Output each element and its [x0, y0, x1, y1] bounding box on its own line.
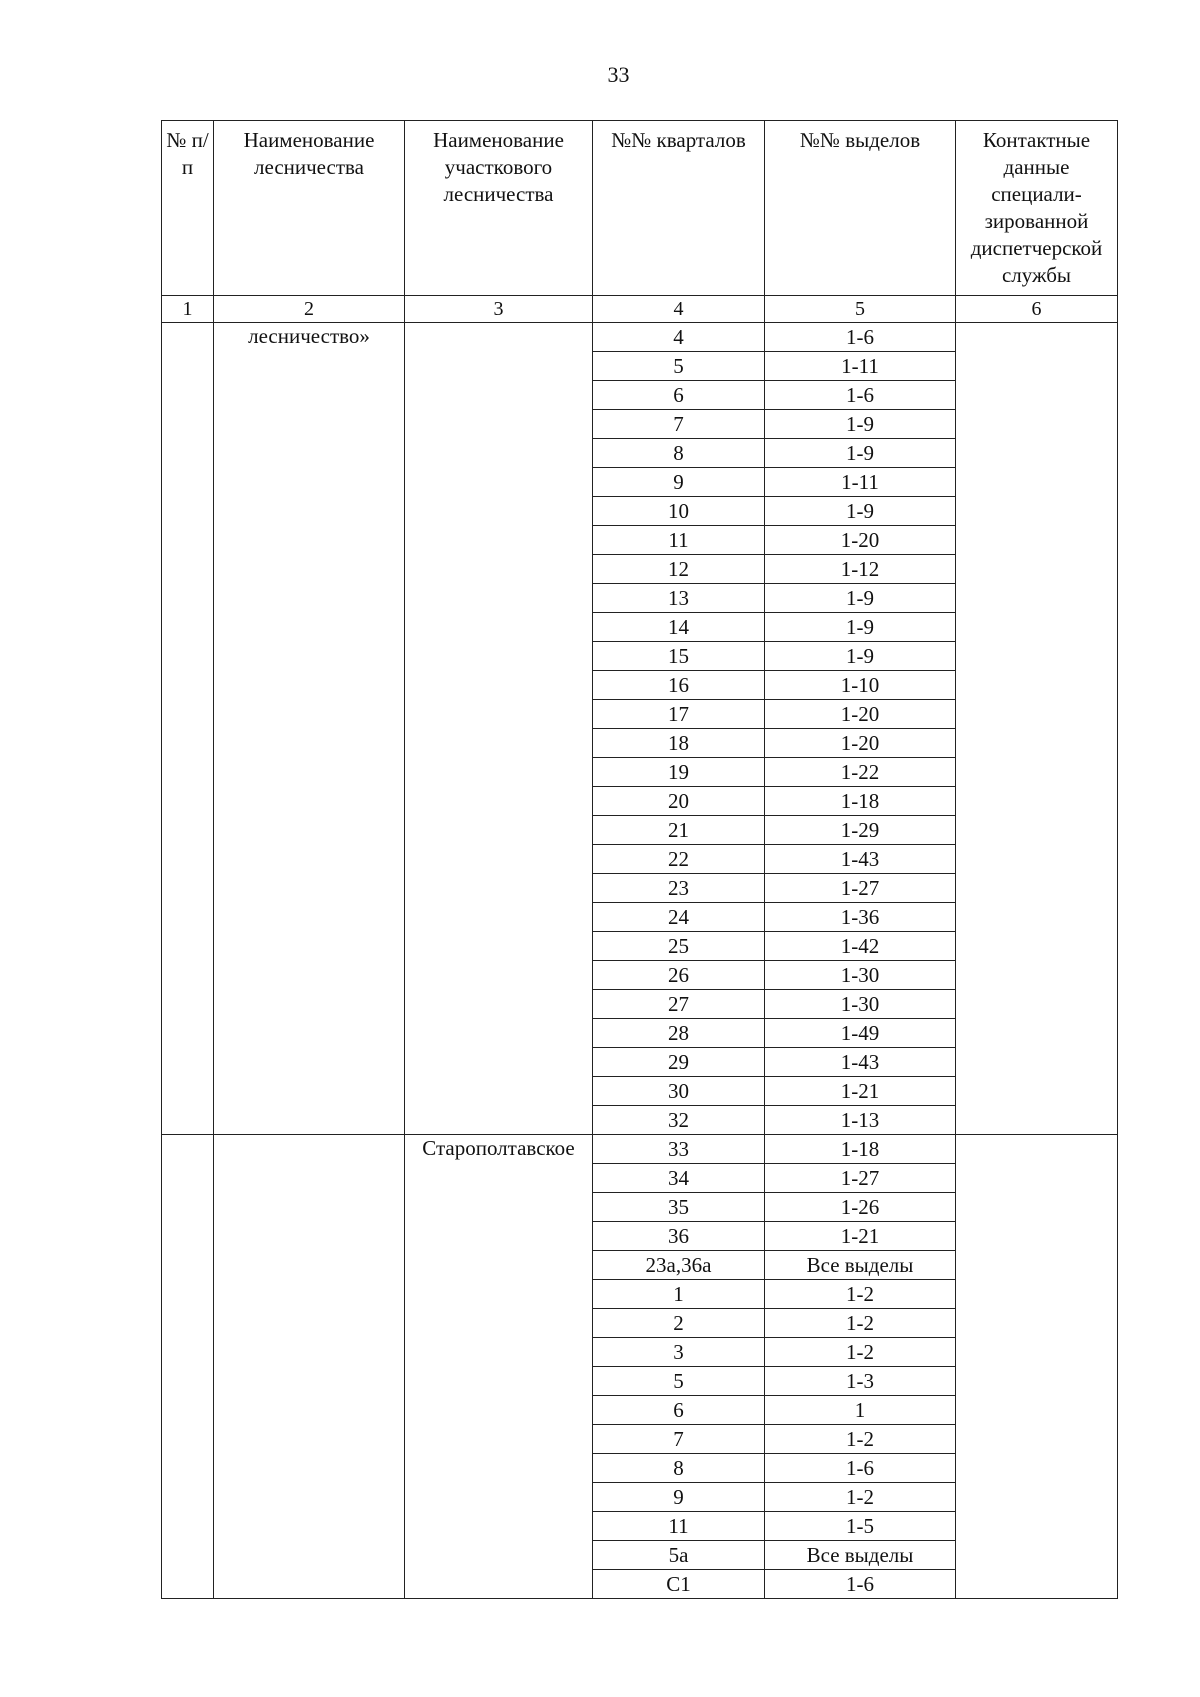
quarter-number-cell: 2 — [593, 1309, 765, 1338]
table-row — [162, 1135, 1118, 1164]
allotment-numbers-cell: 1-2 — [765, 1483, 956, 1512]
quarter-number-cell: 26 — [593, 961, 765, 990]
quarter-number-cell: 8 — [593, 1454, 765, 1483]
quarter-number-cell: 3 — [593, 1338, 765, 1367]
allotment-numbers-cell: 1-18 — [765, 1135, 956, 1164]
forestry-table — [161, 120, 1118, 1599]
quarter-number-cell: 6 — [593, 1396, 765, 1425]
column-number: 6 — [956, 296, 1118, 323]
quarter-number-cell: 25 — [593, 932, 765, 961]
forestry-name-cell: лесничество» — [214, 323, 405, 1135]
allotment-numbers-cell: 1-22 — [765, 758, 956, 787]
row-number-cell — [162, 1135, 214, 1599]
allotment-numbers-cell: 1-27 — [765, 1164, 956, 1193]
allotment-numbers-cell: 1-13 — [765, 1106, 956, 1135]
column-number: 2 — [214, 296, 405, 323]
quarter-number-cell: 13 — [593, 584, 765, 613]
header-dispatch-contacts: Контактные данные специали-зированной диспетчерской службы — [956, 121, 1118, 296]
allotment-numbers-cell: 1-12 — [765, 555, 956, 584]
table-header — [162, 121, 1118, 323]
column-number: 5 — [765, 296, 956, 323]
quarter-number-cell: 9 — [593, 1483, 765, 1512]
quarter-number-cell: 16 — [593, 671, 765, 700]
quarter-number-cell: 21 — [593, 816, 765, 845]
row-number-cell — [162, 323, 214, 1135]
allotment-numbers-cell: 1-2 — [765, 1425, 956, 1454]
quarter-number-cell: 11 — [593, 1512, 765, 1541]
header-quarter-numbers: №№ кварталов — [593, 121, 765, 296]
allotment-numbers-cell: 1-6 — [765, 1454, 956, 1483]
allotment-numbers-cell: 1-26 — [765, 1193, 956, 1222]
quarter-number-cell: 34 — [593, 1164, 765, 1193]
allotment-numbers-cell: 1-9 — [765, 613, 956, 642]
dispatch-contacts-cell — [956, 1135, 1118, 1599]
allotment-numbers-cell: 1-5 — [765, 1512, 956, 1541]
quarter-number-cell: 28 — [593, 1019, 765, 1048]
header-forestry-name: Наименование лесничества — [214, 121, 405, 296]
allotment-numbers-cell: 1-30 — [765, 990, 956, 1019]
column-number: 1 — [162, 296, 214, 323]
allotment-numbers-cell: 1-11 — [765, 352, 956, 381]
allotment-numbers-cell: 1-21 — [765, 1077, 956, 1106]
allotment-numbers-cell: 1-43 — [765, 845, 956, 874]
header-row — [162, 121, 1118, 296]
allotment-numbers-cell: 1-49 — [765, 1019, 956, 1048]
allotment-numbers-cell: 1-11 — [765, 468, 956, 497]
allotment-numbers-cell: 1-9 — [765, 439, 956, 468]
quarter-number-cell: 27 — [593, 990, 765, 1019]
allotment-numbers-cell: 1-9 — [765, 642, 956, 671]
quarter-number-cell: 7 — [593, 1425, 765, 1454]
allotment-numbers-cell: 1-2 — [765, 1280, 956, 1309]
column-number-row — [162, 296, 1118, 323]
quarter-number-cell: 5а — [593, 1541, 765, 1570]
quarter-number-cell: 23 — [593, 874, 765, 903]
allotment-numbers-cell: 1-21 — [765, 1222, 956, 1251]
allotment-numbers-cell: 1-10 — [765, 671, 956, 700]
allotment-numbers-cell: 1-3 — [765, 1367, 956, 1396]
quarter-number-cell: 1 — [593, 1280, 765, 1309]
allotment-numbers-cell: 1-20 — [765, 526, 956, 555]
allotment-numbers-cell: 1-43 — [765, 1048, 956, 1077]
quarter-number-cell: 22 — [593, 845, 765, 874]
allotment-numbers-cell: 1-18 — [765, 787, 956, 816]
quarter-number-cell: 29 — [593, 1048, 765, 1077]
quarter-number-cell: 14 — [593, 613, 765, 642]
allotment-numbers-cell: 1-2 — [765, 1338, 956, 1367]
quarter-number-cell: 4 — [593, 323, 765, 352]
allotment-numbers-cell: 1-9 — [765, 410, 956, 439]
allotment-numbers-cell: 1-30 — [765, 961, 956, 990]
allotment-numbers-cell: 1-6 — [765, 381, 956, 410]
quarter-number-cell: 5 — [593, 352, 765, 381]
district-forestry-cell — [405, 323, 593, 1135]
table-row — [162, 323, 1118, 352]
group1-rows — [162, 323, 1118, 1135]
allotment-numbers-cell: 1-20 — [765, 729, 956, 758]
quarter-number-cell: 5 — [593, 1367, 765, 1396]
allotment-numbers-cell: 1-2 — [765, 1309, 956, 1338]
allotment-numbers-cell: 1-20 — [765, 700, 956, 729]
column-number: 4 — [593, 296, 765, 323]
allotment-numbers-cell: 1-6 — [765, 1570, 956, 1599]
quarter-number-cell: 23а,36а — [593, 1251, 765, 1280]
quarter-number-cell: 30 — [593, 1077, 765, 1106]
quarter-number-cell: 36 — [593, 1222, 765, 1251]
quarter-number-cell: 18 — [593, 729, 765, 758]
quarter-number-cell: 17 — [593, 700, 765, 729]
allotment-numbers-cell: 1-9 — [765, 497, 956, 526]
header-district-forestry-name: Наименование участкового лесничества — [405, 121, 593, 296]
allotment-numbers-cell: 1-9 — [765, 584, 956, 613]
district-forestry-cell: Старополтавское — [405, 1135, 593, 1599]
quarter-number-cell: 10 — [593, 497, 765, 526]
quarter-number-cell: 33 — [593, 1135, 765, 1164]
group2-rows — [162, 1135, 1118, 1599]
dispatch-contacts-cell — [956, 323, 1118, 1135]
allotment-numbers-cell: 1-42 — [765, 932, 956, 961]
quarter-number-cell: 35 — [593, 1193, 765, 1222]
allotment-numbers-cell: Все выделы — [765, 1251, 956, 1280]
quarter-number-cell: 11 — [593, 526, 765, 555]
header-allotment-numbers: №№ выделов — [765, 121, 956, 296]
allotment-numbers-cell: 1-27 — [765, 874, 956, 903]
header-row-number: № п/п — [162, 121, 214, 296]
forestry-name-cell — [214, 1135, 405, 1599]
quarter-number-cell: 8 — [593, 439, 765, 468]
allotment-numbers-cell: Все выделы — [765, 1541, 956, 1570]
quarter-number-cell: 15 — [593, 642, 765, 671]
quarter-number-cell: 24 — [593, 903, 765, 932]
quarter-number-cell: 12 — [593, 555, 765, 584]
quarter-number-cell: 9 — [593, 468, 765, 497]
quarter-number-cell: 7 — [593, 410, 765, 439]
quarter-number-cell: 20 — [593, 787, 765, 816]
quarter-number-cell: 6 — [593, 381, 765, 410]
allotment-numbers-cell: 1-29 — [765, 816, 956, 845]
quarter-number-cell: С1 — [593, 1570, 765, 1599]
allotment-numbers-cell: 1-36 — [765, 903, 956, 932]
page-number: 33 — [607, 62, 630, 87]
allotment-numbers-cell: 1-6 — [765, 323, 956, 352]
quarter-number-cell: 32 — [593, 1106, 765, 1135]
forestry-table-wrapper — [161, 120, 1117, 1599]
quarter-number-cell: 19 — [593, 758, 765, 787]
column-number: 3 — [405, 296, 593, 323]
allotment-numbers-cell: 1 — [765, 1396, 956, 1425]
